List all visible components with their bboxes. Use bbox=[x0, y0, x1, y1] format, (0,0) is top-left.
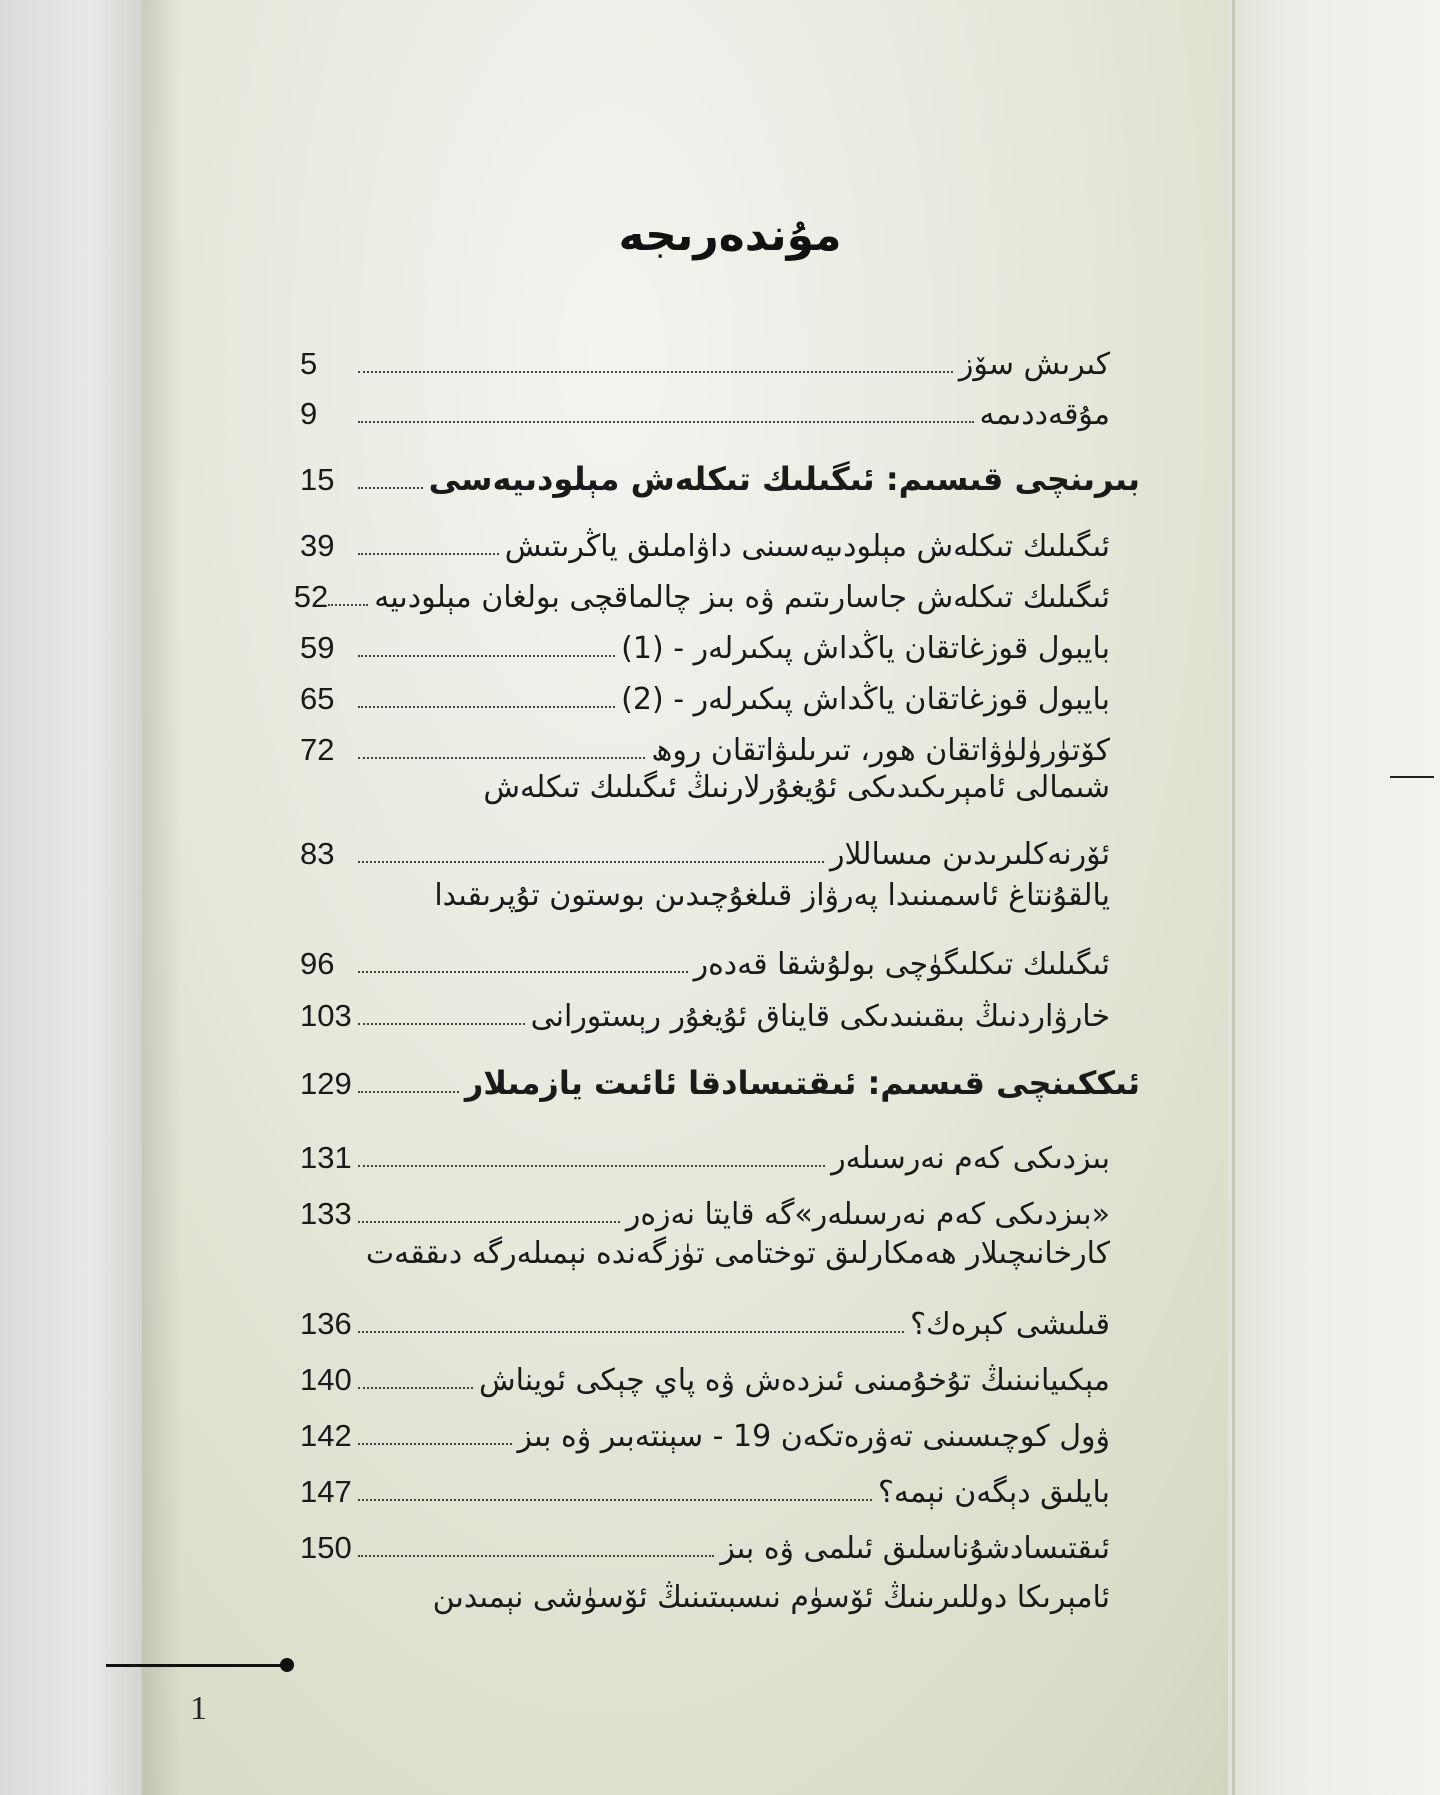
toc-entry bbox=[300, 1124, 1110, 1176]
toc-entry-title: بىرىنچى قىسىم: ئىگىلىك تىكلەش مېلودىيەسى bbox=[428, 460, 1140, 498]
leader-dots bbox=[358, 421, 974, 423]
toc-entry-line: شىمالى ئامېرىكىدىكى ئۇيغۇرلارنىڭ ئىگىلىك تىكلەش bbox=[483, 770, 1110, 805]
toc-entry-title: بايبول قوزغاتقان ياڭداش پىكىرلەر - (2) bbox=[621, 682, 1110, 717]
toc-entry-line: يالقۇنتاغ ئاسمىنىدا پەرۋاز قىلغۇچىدىن بوستون تۇپرىقىدا bbox=[434, 878, 1110, 913]
leader-dots bbox=[358, 971, 688, 973]
toc-entry-title: كۆتۈرۈلۈۋاتقان ھور، تىرىلىۋاتقان روھ bbox=[651, 733, 1110, 768]
leader-dots bbox=[358, 1091, 459, 1093]
toc-entry-title: ئۆرنەكلىرىدىن مىساللار bbox=[830, 837, 1110, 872]
footer-rule bbox=[106, 1664, 288, 1667]
toc-entry bbox=[300, 614, 1110, 666]
toc-entry-title: قىلىشى كېرەك؟ bbox=[910, 1307, 1110, 1342]
leader-dots bbox=[358, 1443, 512, 1445]
toc-entry-page: 147 bbox=[300, 1474, 352, 1509]
leader-dots bbox=[358, 1221, 620, 1223]
toc-entry-page: 150 bbox=[300, 1530, 352, 1565]
toc-entry-title: كىرىش سۆز bbox=[958, 347, 1110, 382]
leader-dots bbox=[358, 757, 645, 759]
toc-entry-page: 140 bbox=[300, 1362, 352, 1397]
toc-entry-page: 131 bbox=[300, 1140, 352, 1175]
toc-part-heading bbox=[300, 1050, 1140, 1102]
toc-entry-title: مۇقەددىمە bbox=[979, 397, 1110, 432]
toc-entry-title: خارۋاردنىڭ بىقىنىدىكى قايناق ئۇيغۇر رېستورانى bbox=[530, 999, 1110, 1034]
toc-entry-page: 72 bbox=[300, 732, 335, 767]
toc-entry-title: بايبول قوزغاتقان ياڭداش پىكىرلەر - (1) bbox=[621, 631, 1110, 666]
toc-entry bbox=[300, 512, 1110, 564]
toc-entry-line: كارخانىچىلار ھەمكارلىق توختامى تۈزگەندە نېمىلەرگە دىققەت bbox=[365, 1236, 1110, 1271]
toc-entry-page: 65 bbox=[300, 681, 335, 716]
toc-entry bbox=[300, 1346, 1110, 1398]
toc-entry-title: ئىگىلىك تىكلىگۈچى بولۇشقا قەدەر bbox=[693, 947, 1110, 982]
page-title: مۇندەرىجە bbox=[618, 210, 842, 261]
toc-entry bbox=[300, 1402, 1110, 1454]
toc-entry bbox=[300, 1514, 1110, 1566]
toc-entry bbox=[300, 380, 1110, 432]
page-number: 1 bbox=[190, 1690, 207, 1727]
toc-entry-title: بايلىق دېگەن نېمە؟ bbox=[877, 1475, 1110, 1510]
toc-part-heading bbox=[300, 446, 1140, 498]
toc-entry-page: 5 bbox=[300, 346, 318, 381]
toc-entry-line: ئامېرىكا دوللىرىنىڭ ئۆسۈم نىسبىتىنىڭ ئۆسۈشى نېمىدىن bbox=[432, 1580, 1110, 1615]
toc-entry-page: 52 bbox=[293, 579, 329, 614]
toc-entry-page: 59 bbox=[300, 630, 335, 665]
leader-dots bbox=[358, 1023, 525, 1025]
leader-dots bbox=[358, 1165, 825, 1167]
toc-entry-title: مېكىيانىنىڭ تۇخۇمىنى ئىزدەش ۋە پاي چېكى ئويناش bbox=[478, 1363, 1110, 1398]
leader-dots bbox=[358, 1499, 872, 1501]
toc-entry-title: ئىقتىسادشۇناسلىق ئىلمى ۋە بىز bbox=[720, 1531, 1110, 1566]
toc-entry-title: ئىگىلىك تىكلەش جاسارىتىم ۋە بىز چالماقچى بولغان مېلودىيە bbox=[374, 580, 1110, 615]
toc-entry bbox=[300, 1290, 1110, 1342]
toc-entry-title: «بىزدىكى كەم نەرسىلەر»گە قايتا نەزەر bbox=[625, 1197, 1110, 1232]
toc-entry bbox=[300, 982, 1110, 1034]
leader-dots bbox=[358, 706, 615, 708]
toc-entry-page: 129 bbox=[300, 1066, 352, 1101]
toc-entry bbox=[293, 563, 1110, 615]
leader-dots bbox=[358, 861, 824, 863]
toc-entry-page: 15 bbox=[300, 462, 335, 497]
footer-rule-dot bbox=[280, 1658, 294, 1672]
toc-entry-page: 96 bbox=[300, 946, 335, 981]
toc-entry bbox=[300, 930, 1110, 982]
toc-entry-page: 136 bbox=[300, 1306, 352, 1341]
toc-entry-page: 83 bbox=[300, 836, 335, 871]
toc-entry bbox=[300, 716, 1110, 768]
toc-entry-title: بىزدىكى كەم نەرسىلەر bbox=[831, 1141, 1110, 1176]
toc-entry-page: 103 bbox=[300, 998, 352, 1033]
leader-dots bbox=[358, 553, 499, 555]
toc-entry-page: 39 bbox=[300, 528, 335, 563]
toc-entry-title: ئىككىنچى قىسىم: ئىقتىسادقا ئائىت يازمىلار bbox=[464, 1064, 1140, 1102]
toc-entry bbox=[300, 1180, 1110, 1232]
leader-dots bbox=[358, 487, 423, 489]
toc-entry bbox=[300, 1458, 1110, 1510]
toc-entry bbox=[300, 665, 1110, 717]
leader-dots bbox=[358, 1555, 714, 1557]
toc-entry-page: 142 bbox=[300, 1418, 352, 1453]
toc-entry bbox=[300, 330, 1110, 382]
leader-dots bbox=[358, 1331, 904, 1333]
toc-entry-title: ۋول كوچىسىنى تەۋرەتكەن 19 - سېنتەبىر ۋە بىز bbox=[517, 1419, 1110, 1454]
toc-entry-page: 133 bbox=[300, 1196, 352, 1231]
leader-dots bbox=[358, 371, 953, 373]
toc-entry-page: 9 bbox=[300, 396, 318, 431]
toc-entry bbox=[300, 820, 1110, 872]
leader-dots bbox=[358, 1387, 473, 1389]
leader-dots bbox=[358, 655, 615, 657]
leader-dots bbox=[328, 604, 368, 606]
toc-entry-title: ئىگىلىك تىكلەش مېلودىيەسىنى داۋاملىق ياڭرىتىش bbox=[504, 529, 1110, 564]
